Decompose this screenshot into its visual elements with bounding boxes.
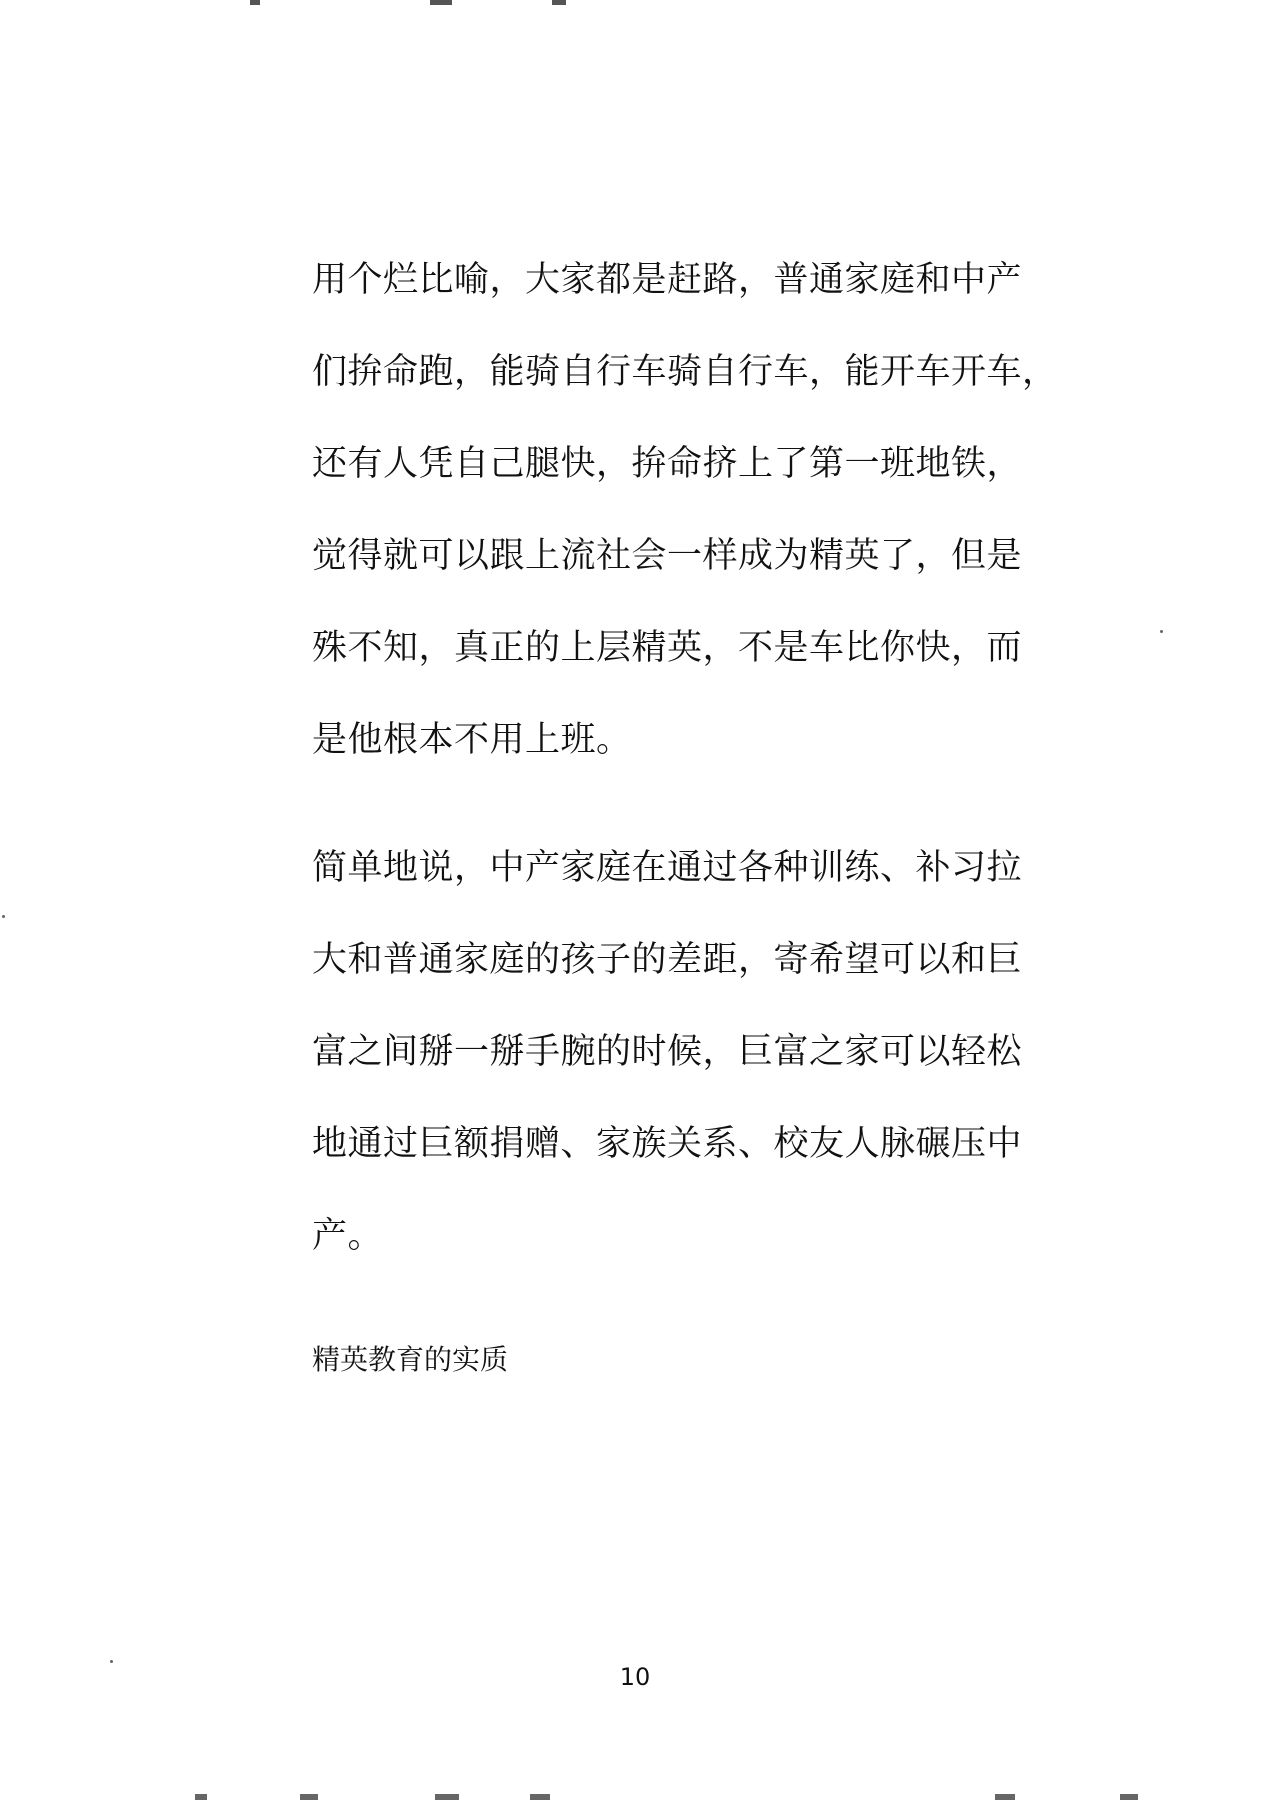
scan-edge-mark	[300, 1794, 318, 1800]
page-number: 10	[619, 1663, 651, 1691]
paragraph-line: 是他根本不用上班。	[312, 720, 632, 760]
scan-speck	[2, 915, 5, 918]
paragraph-line: 富之间掰一掰手腕的时候，巨富之家可以轻松	[312, 1032, 1023, 1072]
scan-edge-mark	[530, 1794, 550, 1800]
paragraph-line: 们拚命跑，能骑自行车骑自行车，能开车开车，	[312, 352, 1058, 392]
paragraph-line: 觉得就可以跟上流社会一样成为精英了，但是	[312, 536, 1023, 576]
paragraph-line: 大和普通家庭的孩子的差距，寄希望可以和巨	[312, 940, 1023, 980]
scan-edge-mark	[435, 1794, 459, 1800]
scan-edge-mark	[195, 1794, 207, 1800]
scan-edge-mark	[552, 0, 566, 5]
scan-edge-mark	[995, 1794, 1015, 1800]
paragraph-2	[312, 822, 1022, 1282]
paragraph-line: 殊不知，真正的上层精英，不是车比你快，而	[312, 628, 1023, 668]
section-heading: 精英教育的实质	[312, 1343, 509, 1376]
paragraph-line: 还有人凭自己腿快，拚命挤上了第一班地铁，	[312, 444, 1023, 484]
scan-edge-mark	[250, 0, 260, 5]
scan-edge-mark	[1120, 1794, 1138, 1800]
paragraph-line: 简单地说，中产家庭在通过各种训练、补习拉	[312, 848, 1023, 888]
paragraph-1	[312, 234, 1058, 786]
scan-edge-mark	[430, 0, 452, 5]
scan-speck	[1160, 630, 1163, 633]
paragraph-line: 用个烂比喻，大家都是赶路，普通家庭和中产	[312, 260, 1023, 300]
paragraph-line: 地通过巨额捐赠、家族关系、校友人脉碾压中	[312, 1124, 1023, 1164]
paragraph-line: 产。	[312, 1216, 384, 1256]
